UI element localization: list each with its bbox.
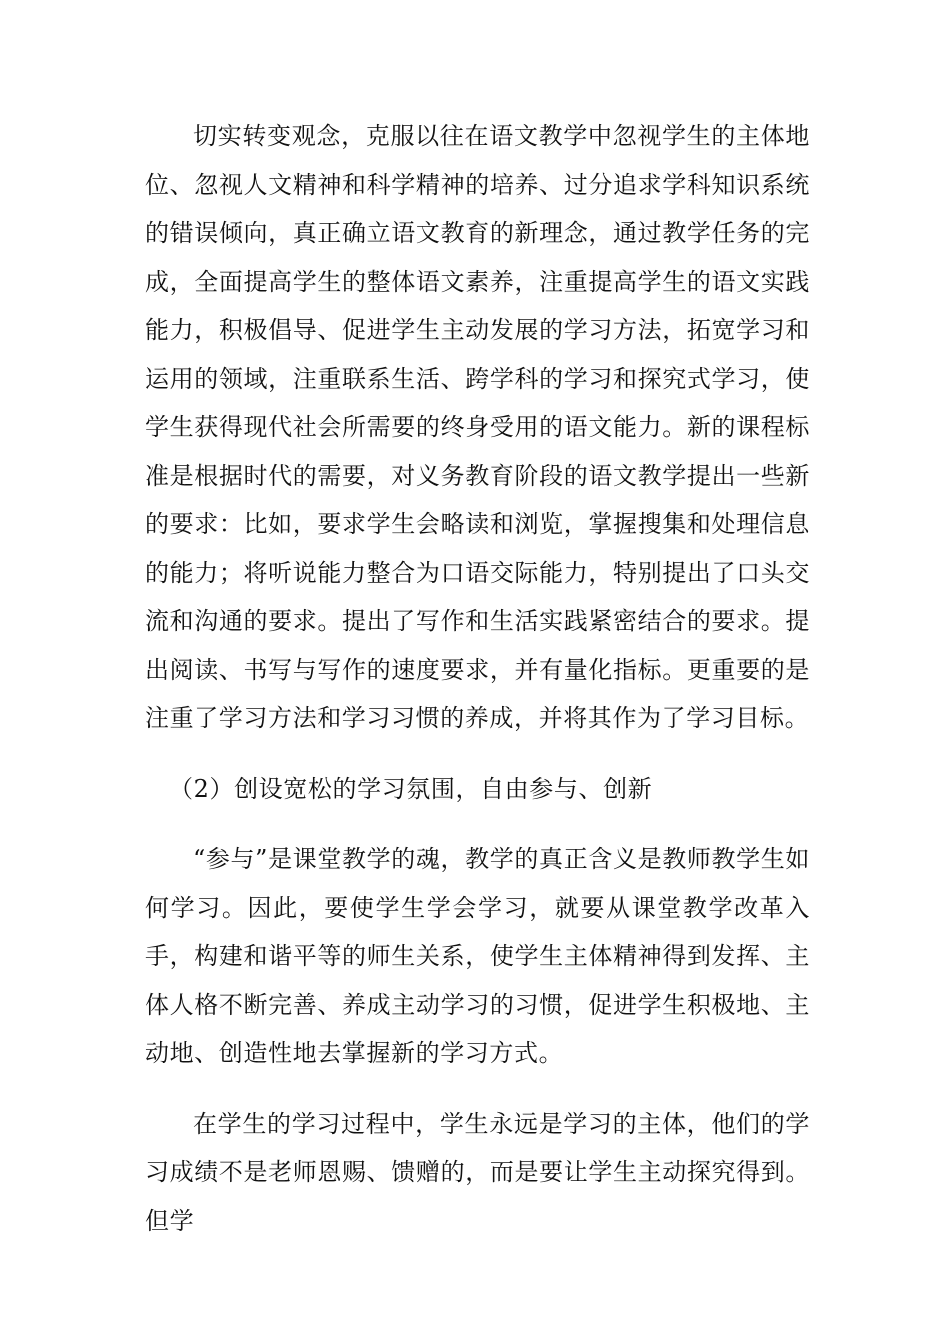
body-paragraph: “参与”是课堂教学的魂，教学的真正含义是教师教学生如何学习。因此，要使学生学会学习，就要从课堂教学改革入手，构建和谐平等的师生关系，使学生主体精神得到发挥、主体人格不断完善、养成主动学习的习惯，促进学生积极地、主动地、创造性地去掌握新的学习方式。 <box>145 845 810 1067</box>
section-heading: （2）创设宽松的学习氛围，自由参与、创新 <box>169 774 653 803</box>
body-paragraph: 在学生的学习过程中，学生永远是学习的主体，他们的学习成绩不是老师恩赐、馈赠的，而是要让学生主动探究得到。但学 <box>145 1109 810 1235</box>
body-paragraph: 切实转变观念，克服以往在语文教学中忽视学生的主体地位、忽视人文精神和科学精神的培养、过分追求学科知识系统的错误倾向，真正确立语文教育的新理念，通过教学任务的完成，全面提高学生的整体语文素养，注重提高学生的语文实践能力，积极倡导、促进学生主动发展的学习方法，拓宽学习和运用的领域，注重联系生活、跨学科的学习和探究式学习，使学生获得现代社会所需要的终身受用的语文能力。新的课程标准是根据时代的需要，对义务教育阶段的语文教学提出一些新的要求：比如，要求学生会略读和浏览，掌握搜集和处理信息的能力；将听说能力整合为口语交际能力，特别提出了口头交流和沟通的要求。提出了写作和生活实践紧密结合的要求。提出阅读、书写与写作的速度要求，并有量化指标。更重要的是注重了学习方法和学习习惯的养成，并将其作为了学习目标。 <box>145 122 810 732</box>
